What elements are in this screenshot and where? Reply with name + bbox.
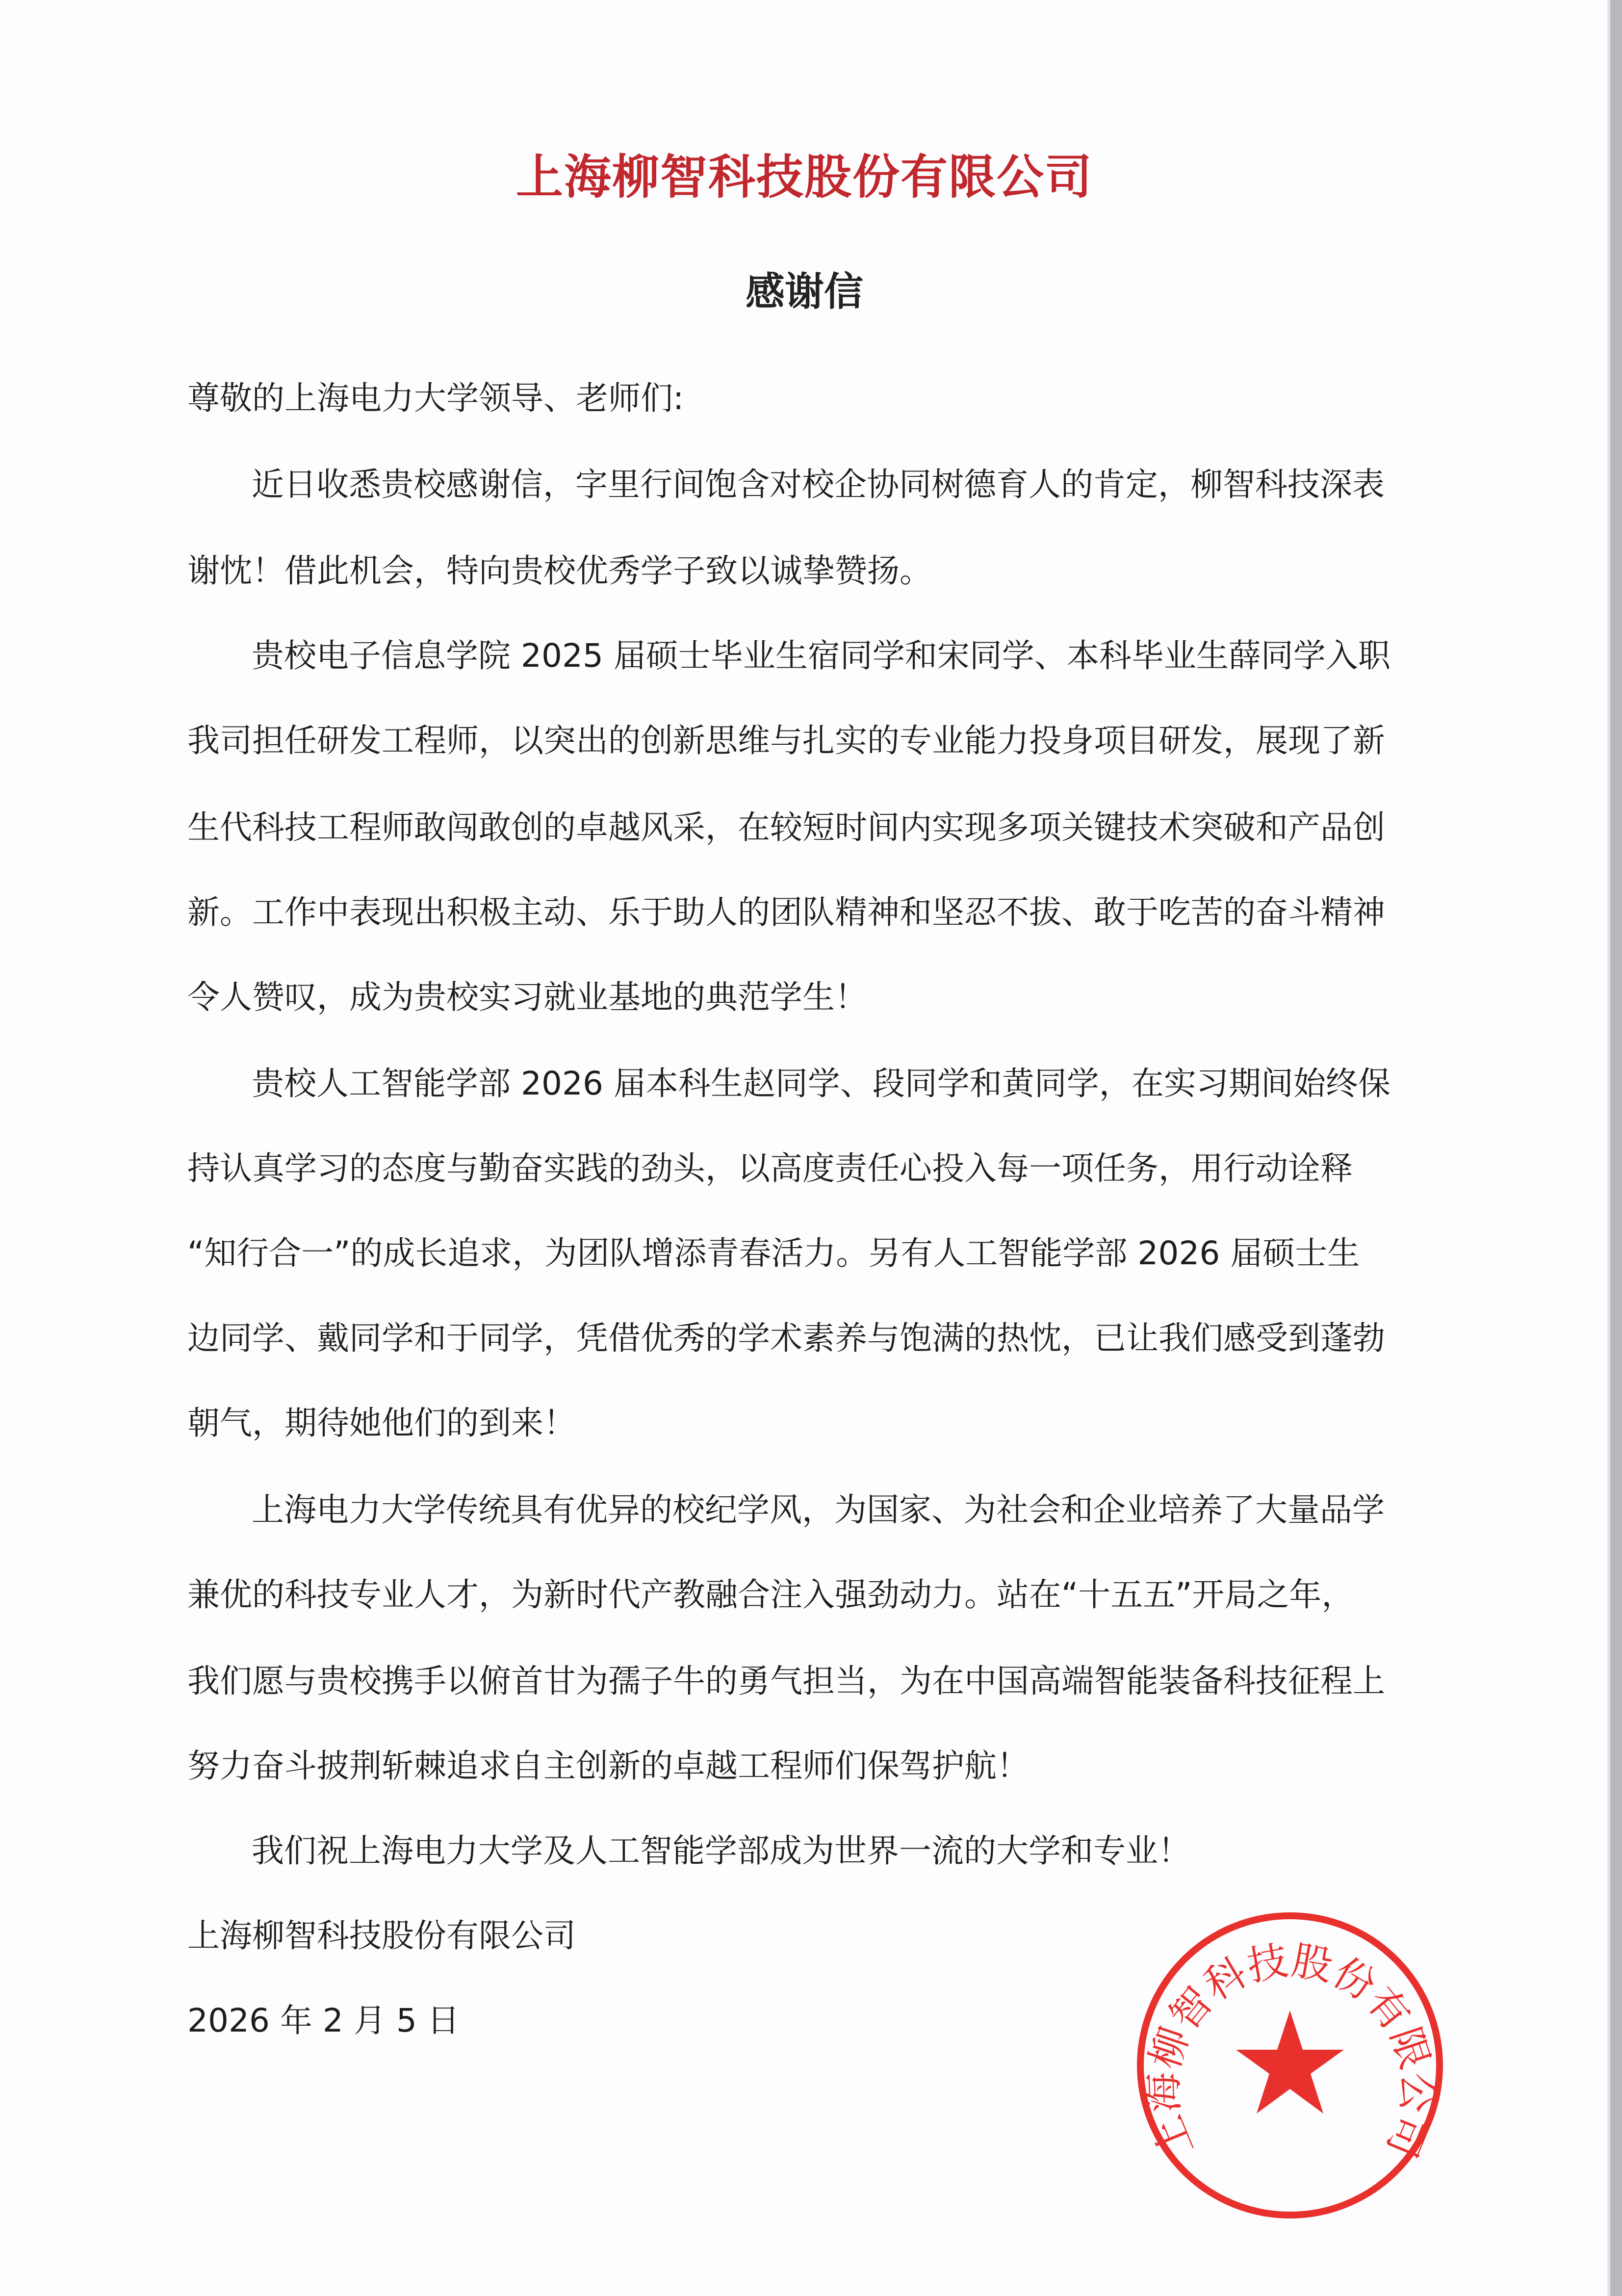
paragraph-line: 上海电力大学传统具有优异的校纪学风，为国家、为社会和企业培养了大量品学 — [252, 1491, 1385, 1529]
paragraph-line: 近日收悉贵校感谢信，字里行间饱含对校企协同树德育人的肯定，柳智科技深表 — [252, 466, 1385, 503]
paragraph-line: “知行合一”的成长追求，为团队增添青春活力。另有人工智能学部 2026 届硕士生 — [187, 1234, 1360, 1272]
paragraph-line: 令人赞叹，成为贵校实习就业基地的典范学生！ — [187, 978, 867, 1016]
paragraph-line: 我们祝上海电力大学及人工智能学部成为世界一流的大学和专业！ — [252, 1832, 1190, 1870]
star-icon — [1236, 2010, 1344, 2113]
signature-company: 上海柳智科技股份有限公司 — [187, 1917, 576, 1955]
paragraph-line: 朝气，期待她他们的到来！ — [187, 1404, 576, 1442]
paragraph-line: 兼优的科技专业人才，为新时代产教融合注入强劲动力。站在“十五五”开局之年， — [187, 1576, 1354, 1614]
signature-date: 2026 年 2 月 5 日 — [187, 2002, 460, 2039]
paragraph-line: 我们愿与贵校携手以俯首甘为孺子牛的勇气担当，为在中国高端智能装备科技征程上 — [187, 1662, 1385, 1700]
paragraph-line: 边同学、戴同学和于同学，凭借优秀的学术素养与饱满的热忱，已让我们感受到蓬勃 — [187, 1319, 1385, 1357]
paragraph-line: 谢忱！借此机会，特向贵校优秀学子致以诚挚赞扬。 — [187, 552, 932, 590]
paragraph-line: 新。工作中表现出积极主动、乐于助人的团队精神和坚忍不拔、敢于吃苦的奋斗精神 — [187, 893, 1385, 931]
paragraph-line: 持认真学习的态度与勤奋实践的劲头，以高度责任心投入每一项任务，用行动诠释 — [187, 1149, 1353, 1187]
paragraph-line: 我司担任研发工程师，以突出的创新思维与扎实的专业能力投身项目研发，展现了新 — [187, 722, 1385, 759]
letterhead-company-name: 上海柳智科技股份有限公司 — [516, 150, 1093, 205]
paragraph-line: 生代科技工程师敢闯敢创的卓越风采，在较短时间内实现多项关键技术突破和产品创 — [187, 809, 1385, 846]
paragraph-line: 贵校电子信息学院 2025 届硕士毕业生宿同学和宋同学、本科毕业生薛同学入职 — [252, 637, 1390, 675]
document-title: 感谢信 — [746, 269, 863, 314]
salutation: 尊敬的上海电力大学领导、老师们: — [187, 379, 684, 417]
seal-text: 上海柳智科技股份有限公司 — [1139, 1937, 1441, 2164]
paragraph-line: 贵校人工智能学部 2026 届本科生赵同学、段同学和黄同学，在实习期间始终保 — [252, 1065, 1390, 1102]
scan-edge — [1610, 0, 1622, 2296]
company-seal-stamp — [1128, 1904, 1452, 2227]
paragraph-line: 努力奋斗披荆斩棘追求自主创新的卓越工程师们保驾护航！ — [187, 1747, 1029, 1785]
